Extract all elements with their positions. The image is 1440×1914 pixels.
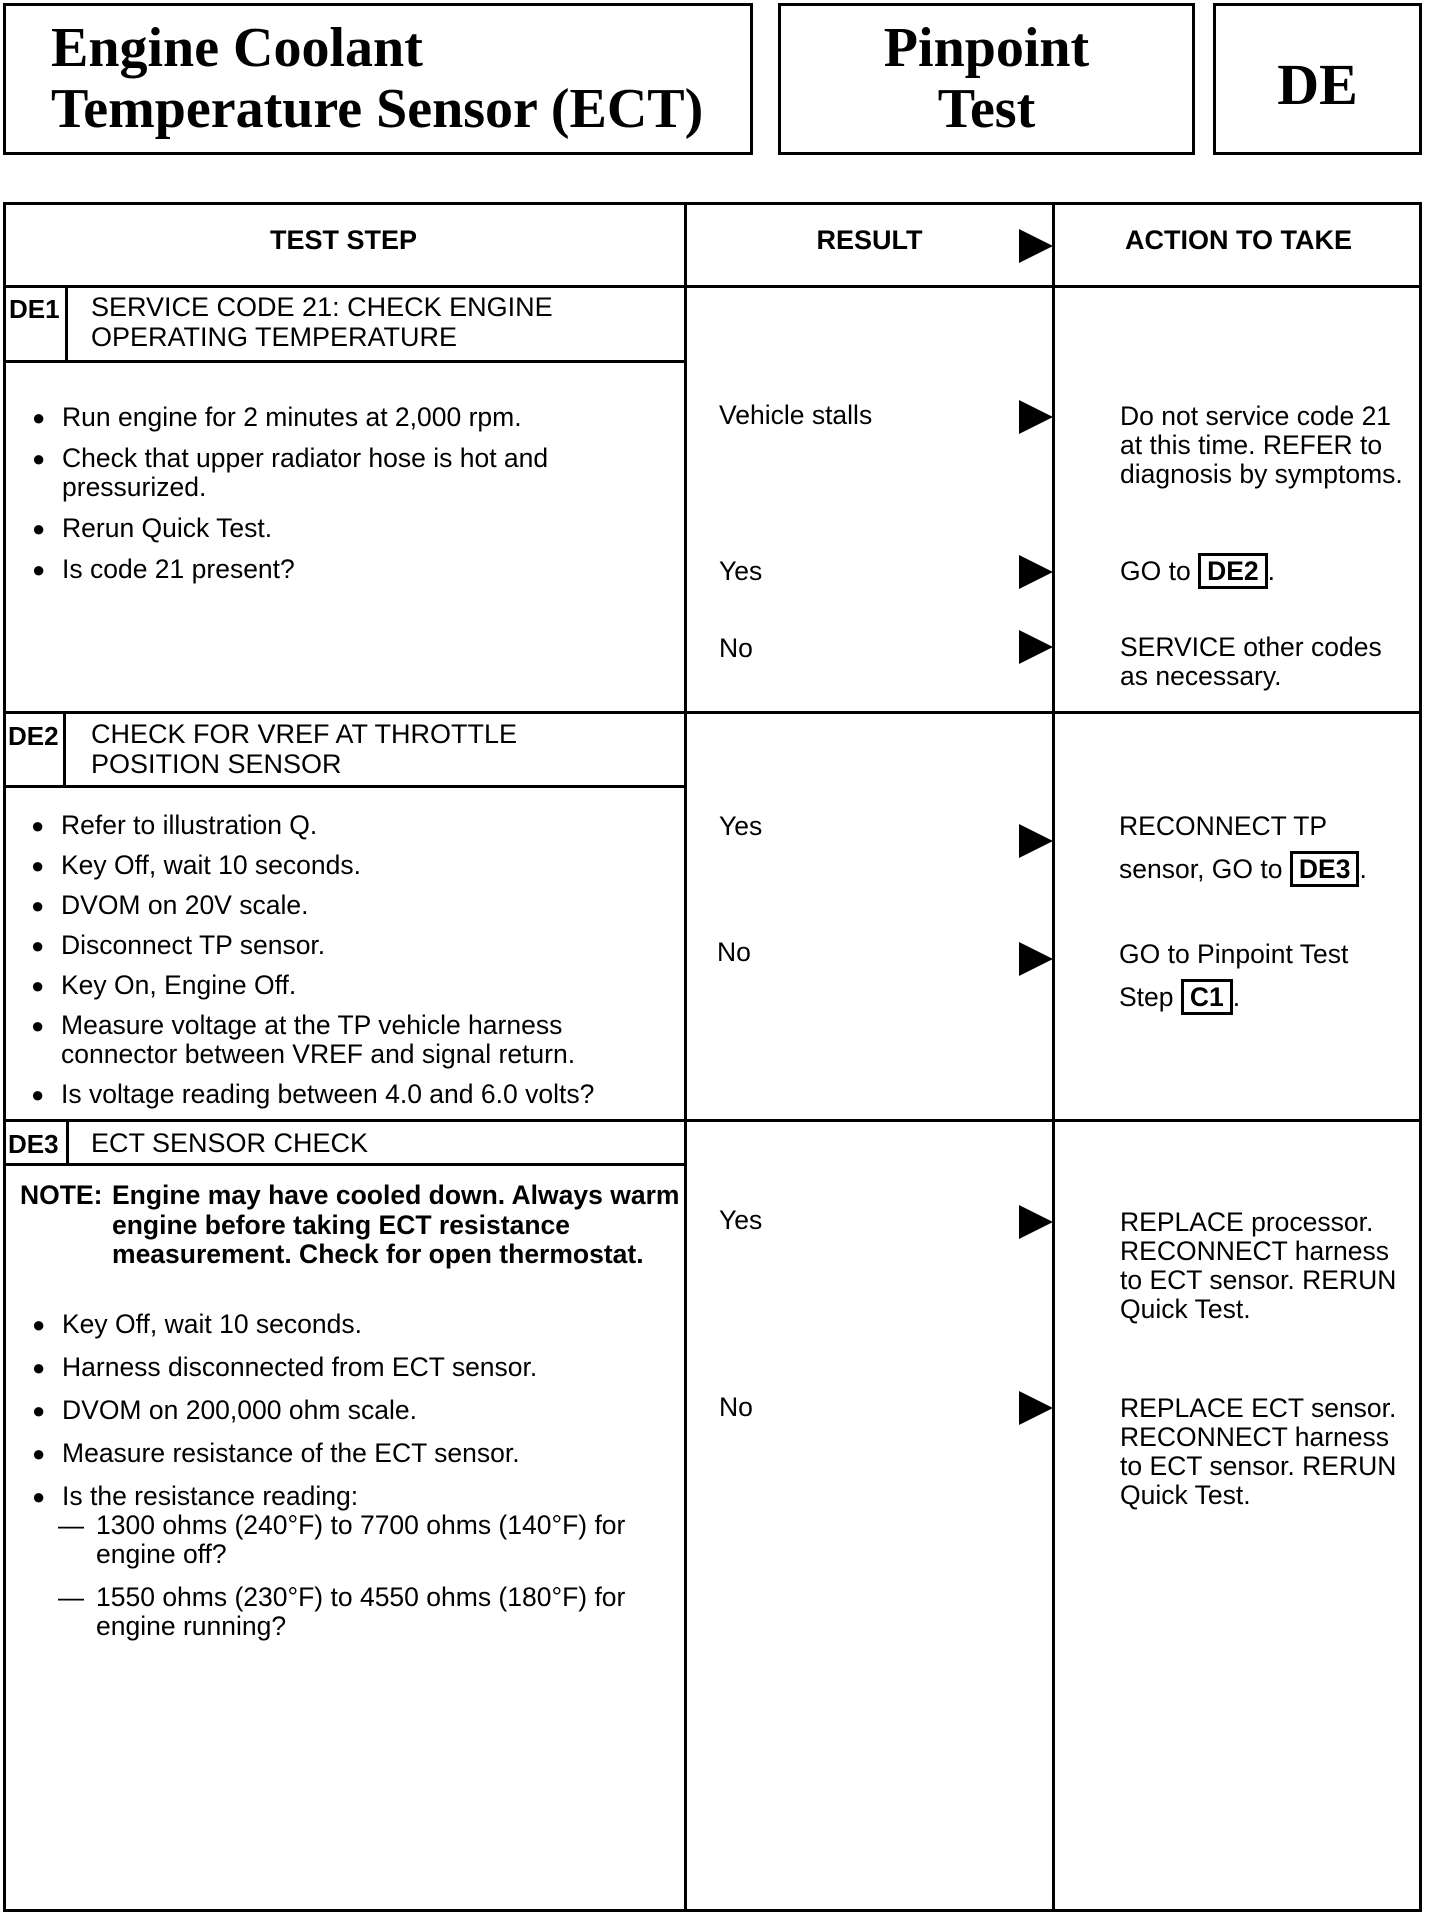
title-line-2: Temperature Sensor (ECT) — [51, 78, 704, 140]
de1-step-title — [91, 292, 553, 352]
list-item: ● Harness disconnected from ECT sensor. — [32, 1353, 672, 1382]
de2-title-underline — [3, 785, 684, 788]
col-divider-2 — [1052, 202, 1055, 1912]
de1-title-underline — [3, 360, 684, 363]
header-test-step: TEST STEP — [269, 225, 418, 255]
pinpoint-box — [778, 3, 1195, 155]
list-item: ● Disconnect TP sensor. — [31, 931, 651, 960]
pinpoint-line-1: Pinpoint — [883, 17, 1090, 79]
col-divider-1 — [684, 202, 687, 1912]
list-item: ● Is voltage reading between 4.0 and 6.0 volts? — [31, 1080, 651, 1109]
de3-step-id: DE3 — [8, 1129, 59, 1159]
de3-title-underline — [3, 1163, 684, 1166]
de2-result-2: No — [717, 937, 751, 967]
de3-action-2: REPLACE ECT sensor. RECONNECT harness to ECT sensor. RERUN Quick Test. — [1120, 1393, 1397, 1510]
de1-title-line-2: OPERATING TEMPERATURE — [91, 322, 458, 352]
arrow-icon — [1019, 630, 1053, 664]
de1-action-1: Do not service code 21 at this time. REFER to diagnosis by symptoms. — [1120, 401, 1403, 489]
de3-id-divider — [66, 1119, 69, 1165]
de2-step-list — [31, 811, 651, 1109]
list-item: ● DVOM on 20V scale. — [31, 891, 651, 920]
de2-action-1 — [1119, 812, 1419, 887]
de1-result-3: No — [719, 633, 753, 663]
row-divider-1 — [3, 711, 1422, 714]
code-box — [1213, 3, 1422, 155]
de3-step-title: ECT SENSOR CHECK — [91, 1128, 369, 1158]
de2-action-2-text: Step — [1119, 982, 1174, 1012]
page-title — [51, 18, 703, 140]
de3-step-list — [32, 1310, 672, 1641]
arrow-icon — [1019, 555, 1053, 589]
arrow-icon — [1019, 1391, 1053, 1425]
de2-action-1-text: sensor, GO to — [1119, 854, 1283, 884]
list-item: ● Measure voltage at the TP vehicle harness connector between VREF and signal return. — [31, 1011, 651, 1069]
list-item: ● Key On, Engine Off. — [31, 971, 651, 1000]
list-item: — 1300 ohms (240°F) to 7700 ohms (140°F) for engine off? — [32, 1511, 656, 1569]
de2-action-1-period: . — [1359, 854, 1367, 884]
note-text: Engine may have cooled down. Always warm engine before taking ECT resistance measurement. Check for open thermostat. — [112, 1180, 680, 1269]
de3-result-1: Yes — [719, 1205, 763, 1235]
header-action: ACTION TO TAKE — [1125, 225, 1352, 255]
ref-c1: C1 — [1181, 979, 1233, 1015]
de1-action-2 — [1120, 553, 1275, 589]
de1-step-list — [32, 403, 652, 584]
list-item: — 1550 ohms (230°F) to 4550 ohms (180°F) for engine running? — [32, 1583, 656, 1641]
ref-de3: DE3 — [1290, 851, 1360, 887]
ref-de2: DE2 — [1198, 553, 1268, 589]
de1-action-2-period: . — [1267, 556, 1276, 586]
de2-action-2-line-2 — [1119, 979, 1419, 1015]
list-item: ● Is code 21 present? — [32, 555, 652, 584]
de3-action-1: REPLACE processor. RECONNECT harness to ECT sensor. RERUN Quick Test. — [1120, 1207, 1397, 1324]
de1-step-id: DE1 — [9, 294, 60, 324]
header-arrow-icon — [1019, 229, 1053, 263]
de2-action-1-line-2 — [1119, 851, 1419, 887]
de1-action-3: SERVICE other codes as necessary. — [1120, 632, 1382, 691]
de1-action-2-text: GO to — [1120, 556, 1191, 586]
de2-result-1: Yes — [719, 811, 763, 841]
de2-action-2 — [1119, 940, 1419, 1015]
de3-note — [20, 1180, 680, 1270]
header-divider — [3, 285, 1422, 288]
de2-title-line-1: CHECK FOR VREF AT THROTTLE — [91, 719, 518, 749]
de2-step-title — [91, 719, 517, 779]
arrow-icon — [1019, 400, 1053, 434]
list-item: ● Rerun Quick Test. — [32, 514, 652, 543]
note-label: NOTE: — [20, 1180, 103, 1210]
title-line-1: Engine Coolant — [51, 17, 423, 79]
de3-result-2: No — [719, 1392, 753, 1422]
de2-action-2-line-1: GO to Pinpoint Test — [1119, 939, 1349, 969]
list-item: ● Measure resistance of the ECT sensor. — [32, 1439, 672, 1468]
de2-action-1-line-1: RECONNECT TP — [1119, 811, 1328, 841]
list-item: ● Run engine for 2 minutes at 2,000 rpm. — [32, 403, 652, 432]
arrow-icon — [1019, 1205, 1053, 1239]
de2-id-divider — [63, 711, 66, 788]
title-box — [3, 3, 753, 155]
de2-step-id: DE2 — [8, 721, 59, 751]
de1-result-1: Vehicle stalls — [719, 400, 873, 430]
list-item: ● DVOM on 200,000 ohm scale. — [32, 1396, 672, 1425]
header-result: RESULT — [816, 225, 923, 255]
de2-title-line-2: POSITION SENSOR — [91, 749, 342, 779]
de1-id-divider — [65, 285, 68, 363]
arrow-icon — [1019, 942, 1053, 976]
de1-title-line-1: SERVICE CODE 21: CHECK ENGINE — [91, 292, 553, 322]
list-item: ● Key Off, wait 10 seconds. — [32, 1310, 672, 1339]
pinpoint-line-2: Test — [937, 78, 1036, 140]
list-item: ● Check that upper radiator hose is hot and pressurized. — [32, 444, 652, 502]
list-item: ● Key Off, wait 10 seconds. — [31, 851, 651, 880]
de1-result-2: Yes — [719, 556, 763, 586]
arrow-icon — [1019, 824, 1053, 858]
row-divider-2 — [3, 1119, 1422, 1122]
de2-action-2-period: . — [1232, 982, 1241, 1012]
test-code: DE — [1277, 52, 1358, 117]
list-item: ● Refer to illustration Q. — [31, 811, 651, 840]
list-item: ● Is the resistance reading: — [32, 1482, 672, 1511]
